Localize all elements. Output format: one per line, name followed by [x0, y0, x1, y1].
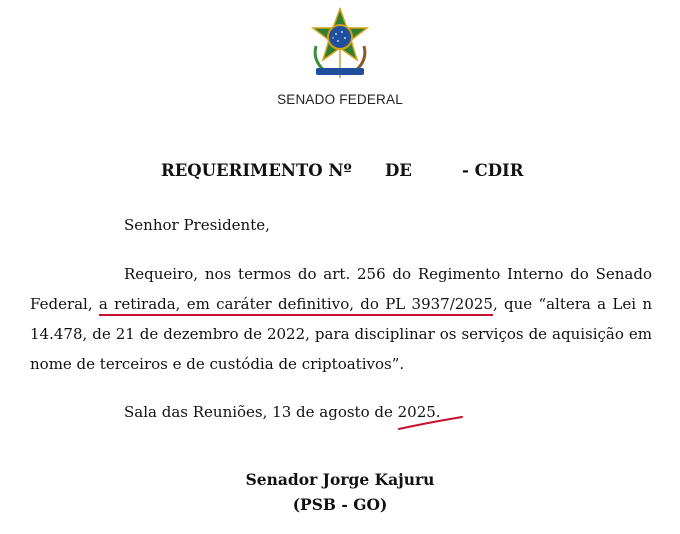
- salutation: Senhor Presidente,: [124, 216, 270, 234]
- body-text: Federal,: [30, 295, 93, 313]
- body-line: [30, 295, 652, 314]
- request-title-prefix: REQUERIMENTO Nº: [161, 161, 352, 180]
- coat-of-arms-icon: [302, 6, 378, 80]
- signer-name: Senador Jorge Kajuru: [245, 470, 435, 489]
- red-pen-mark-icon: [396, 411, 466, 433]
- institution-name: SENADO FEDERAL: [277, 92, 403, 107]
- request-title-suffix: - CDIR: [462, 161, 524, 180]
- body-line: 14.478, de 21 de dezembro de 2022, para disciplinar os serviços de aquisição em: [30, 325, 652, 343]
- highlighted-request-text: a retirada, em caráter definitivo, do PL 3937/2025: [99, 295, 493, 316]
- body-line: nome de terceiros e de custódia de criptoativos”.: [30, 355, 405, 373]
- place-and-date: Sala das Reuniões, 13 de agosto de 2025.: [124, 403, 441, 421]
- signer-party: (PSB - GO): [292, 495, 388, 514]
- body-line: Requeiro, nos termos do art. 256 do Regimento Interno do Senado: [124, 265, 652, 283]
- body-text: , que “altera a Lei n: [492, 295, 652, 313]
- request-title-de: DE: [385, 161, 412, 180]
